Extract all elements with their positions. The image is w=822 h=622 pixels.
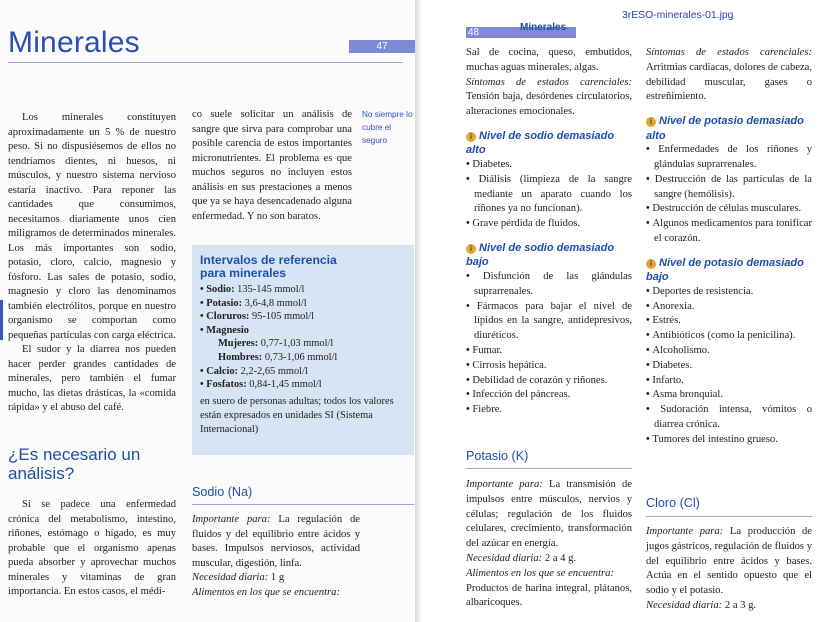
potasio-alto-list	[646, 143, 812, 247]
list-item: • Enfermedades de los riñones y glándulas suprarrenales.	[646, 143, 812, 173]
potasio-bajo-list	[646, 285, 812, 448]
list-item: • Algunos medicamentos para tonificar el corazón.	[646, 217, 812, 247]
reference-subitem: Hombres: 0,73-1,06 mmol/l	[218, 351, 338, 363]
label-importante: Importante para:	[466, 479, 543, 490]
list-item: • Sudoración intensa, vómitos o diarrea crónica.	[646, 403, 812, 433]
list-item: • Deportes de resistencia.	[646, 285, 812, 300]
list-item: • Infarto.	[646, 374, 812, 389]
potasio-divider	[466, 468, 632, 469]
list-item: • Fármacos para bajar el nivel de lípidos en la sangre, antidepresivos, diuréticos.	[466, 300, 632, 344]
page-number-tab: 47	[349, 40, 415, 53]
list-item: • Alcoholismo.	[646, 344, 812, 359]
cloro-text	[646, 525, 812, 614]
sodio-bajo-heading: i Nivel de sodio demasiado bajo	[466, 241, 615, 269]
list-item: • Antibióticos (como la penicilina).	[646, 329, 812, 344]
label-necesidad: Necesidad diaria:	[192, 572, 269, 583]
label-alimentos: Alimentos en los que se encuentra:	[466, 567, 614, 579]
info-icon: i	[466, 244, 476, 254]
list-item: • Destrucción de células musculares.	[646, 202, 812, 217]
sodio-necesidad: 1 g	[268, 572, 285, 583]
analysis-text-1	[8, 498, 176, 600]
list-item: • Cirrosis hepática.	[466, 359, 632, 374]
book-gutter	[415, 0, 422, 622]
reference-item: • Fosfatos: 0,84-1,45 mmol/l	[200, 378, 412, 392]
intro-text	[8, 111, 176, 416]
analysis-text-2	[192, 108, 352, 224]
side-note: No siempre lo cubre el seguro	[362, 110, 413, 145]
page-title: Minerales	[8, 26, 140, 59]
potasio-alimentos: Productos de harina integral, plátanos, albaricoques.	[466, 582, 632, 609]
list-item: • Infección del páncreas.	[466, 388, 632, 403]
cloro-importante: La producción de jugos gástricos, regulación de fluidos y del equilibrio entre ácidos y bases. Actúa en el sentido opuesto que el sodio y el potasio.	[646, 526, 812, 597]
analysis-paragraph: Si se padece una enfermedad crónica del metabolismo, intestino, riñones, estómago o hígado, es muy probable que el organismo apenas pueda absorber y aprovechar muchos minerales y vitaminas de gran importancia. En estos casos, el médi-	[8, 499, 176, 597]
right-page	[422, 0, 822, 622]
sodio-importante: La regulación de fluidos y del equilibrio entre ácidos y bases. Impulsos nerviosos, actividad muscular, digestión, linfa.	[192, 514, 360, 569]
right-column-1	[466, 46, 632, 418]
potasio-heading: Potasio (K)	[466, 449, 529, 463]
list-item: • Fiebre.	[466, 403, 632, 418]
analysis-paragraph-continued: co suele solicitar un análisis de sangre que sirva para comprobar una posible carencia de estos importantes micronutrientes. El problema es que muchos seguros no incluyen estos análisis en sus prestaciones a menos que ya se haya desencadenado alguna enfermedad. Y no son baratos.	[192, 109, 352, 222]
label-alimentos: Alimentos en los que se encuentra:	[192, 586, 340, 598]
label-necesidad: Necesidad diaria:	[646, 599, 723, 611]
sodio-heading: Sodio (Na)	[192, 485, 253, 499]
list-item: • Fumar.	[466, 344, 632, 359]
info-icon: i	[646, 117, 656, 127]
potasio-necesidad: 2 a 4 g.	[542, 552, 577, 564]
file-name-label: 3rESO-minerales-01.jpg	[622, 10, 734, 21]
reference-box	[192, 245, 414, 455]
info-icon: i	[466, 132, 476, 142]
info-icon: i	[646, 259, 656, 269]
list-item: • Diabetes.	[646, 359, 812, 374]
sodio-alto-list	[466, 158, 632, 232]
list-item: • Disfunción de las glándulas suprarrenales.	[466, 270, 632, 300]
page-number: 48	[468, 27, 480, 38]
reference-item: • Potasio: 3,6-4,8 mmol/l	[200, 297, 412, 311]
intro-paragraph: Los minerales constituyen aproximadamente un 5 % de nuestro peso. Si no dispusiésemos de ellos no tendríamos dientes, ni huesos, ni músculos, y nuestro sistema nervioso estaría inactivo. Para reponer las cantidades que consumimos, necesitamos diariamente unos cien miligramos de determinados minerales. Los más importantes son sodio, potasio, cloro, calcio, magnesio y fósforo. Las sales de potasio, sodio, magnesio y cloro las denominamos también electrólitos, porque en nuestro organismo se comportan como pequeñas partículas con carga eléctrica.	[8, 112, 176, 341]
list-item: • Debilidad de corazón y riñones.	[466, 374, 632, 389]
reference-item: • Cloruros: 95-105 mmol/l	[200, 310, 412, 324]
label-sintomas: Síntomas de estados carenciales:	[646, 47, 812, 58]
reference-item: • Calcio: 2,2-2,65 mmol/l	[200, 365, 412, 379]
analysis-heading: ¿Es necesario un análisis?	[8, 445, 141, 483]
intro-paragraph: El sudor y la diarrea nos pueden hacer perder grandes cantidades de minerales, pero también el fumar mucho, las dietas drásticas, la «comida rápida» y el abuso del café.	[8, 344, 176, 413]
list-item: • Diálisis (limpieza de la sangre mediante un aparato cuando los riñones ya no funcionan).	[466, 173, 632, 217]
sodio-divider	[192, 504, 414, 505]
sodio-alto-heading: i Nivel de sodio demasiado alto	[466, 129, 615, 157]
reference-box-title: Intervalos de referencia para minerales	[200, 253, 337, 280]
cloro-heading: Cloro (Cl)	[646, 496, 700, 510]
list-item: • Destrucción de las partículas de la sangre (hemólisis).	[646, 173, 812, 203]
list-item: • Grave pérdida de fluidos.	[466, 217, 632, 232]
label-sintomas: Síntomas de estados carenciales:	[466, 76, 632, 88]
list-item: • Anorexia.	[646, 300, 812, 315]
reference-box-footer: en suero de personas adultas; todos los valores están expresados en unidades SI (Sistema Internacional)	[200, 396, 394, 435]
reference-item: • Magnesio	[200, 324, 412, 338]
reference-item: • Sodio: 135-145 mmol/l	[200, 283, 412, 297]
title-divider	[8, 62, 403, 63]
label-importante: Importante para:	[192, 514, 271, 525]
list-item: • Estrés.	[646, 314, 812, 329]
sodio-text	[192, 513, 360, 600]
list-item: • Diabetes.	[466, 158, 632, 173]
list-item: • Asma bronquial.	[646, 388, 812, 403]
right-column-2	[646, 46, 812, 448]
potasio-bajo-heading: i Nivel de potasio demasiado bajo	[646, 256, 804, 284]
potasio-sintomas: Arritmias cardiacas, dolores de cabeza, debilidad muscular, gases o estreñimiento.	[646, 61, 812, 103]
potasio-alto-heading: i Nivel de potasio demasiado alto	[646, 115, 804, 142]
cloro-necesidad: 2 a 3 g.	[722, 599, 757, 611]
running-header: Minerales	[520, 22, 567, 33]
sodio-bajo-list	[466, 270, 632, 418]
reference-subitem: Mujeres: 0,77-1,03 mmol/l	[218, 338, 334, 350]
edge-marker	[0, 300, 3, 340]
potasio-text	[466, 478, 632, 611]
label-importante: Importante para:	[646, 526, 724, 537]
potasio-importante: La transmisión de impulsos entre músculos, nervios y células; regulación de los fluidos celulares, crecimiento, transformación del azúcar en energía.	[466, 479, 632, 550]
sodio-sintomas: Tensión baja, desórdenes circulatorios, alteraciones emocionales.	[466, 91, 632, 118]
list-item: • Tumores del intestino grueso.	[646, 433, 812, 448]
reference-list	[200, 283, 412, 392]
cloro-divider	[646, 516, 812, 517]
label-necesidad: Necesidad diaria:	[466, 552, 543, 564]
sodio-alimentos: Sal de cocina, queso, embutidos, muchas aguas minerales, algas.	[466, 47, 632, 73]
